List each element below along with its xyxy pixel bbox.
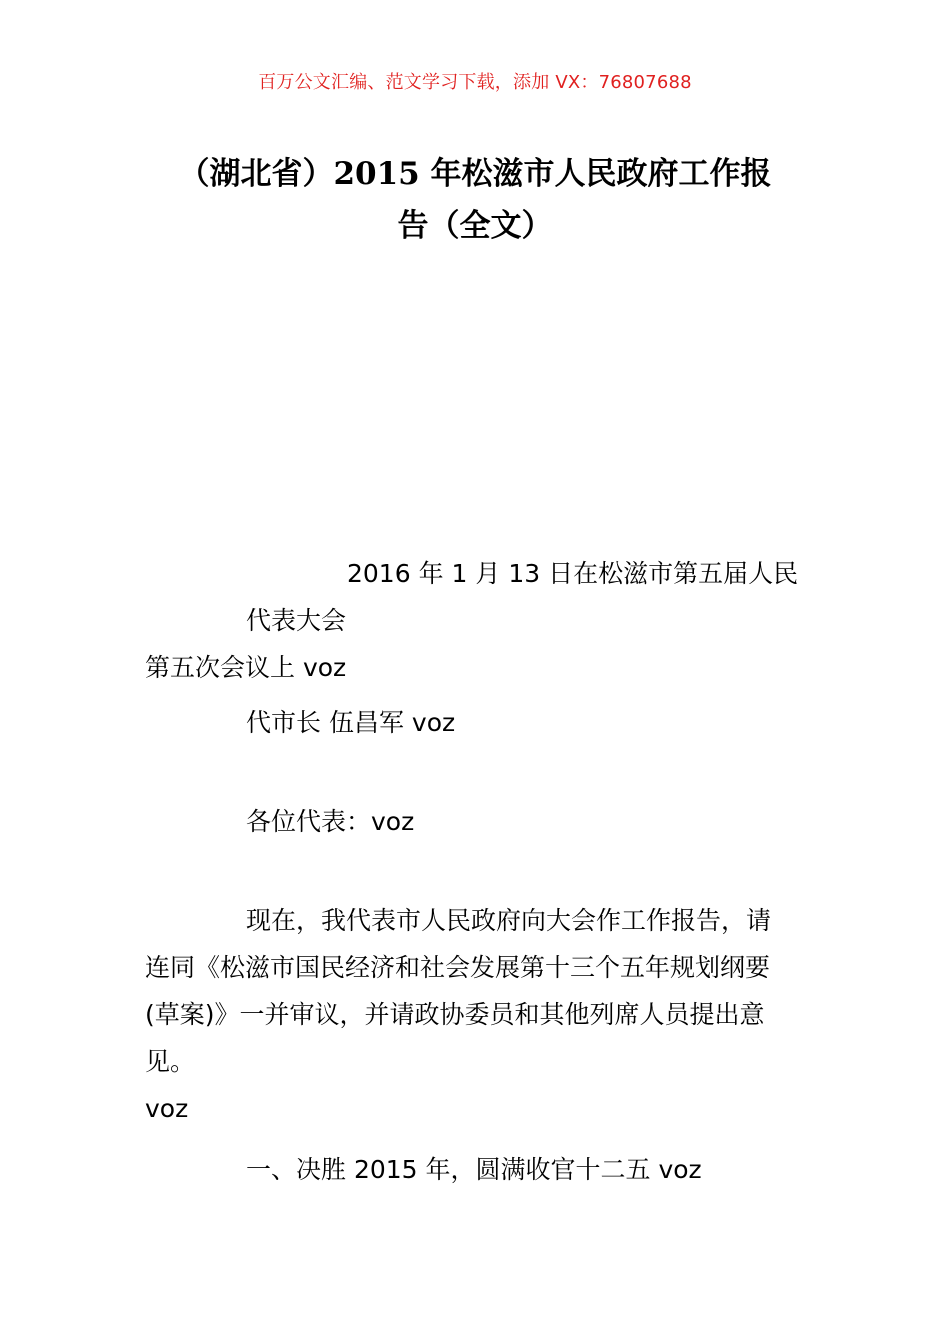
salutation-paragraph — [145, 798, 810, 845]
header-watermark-note: 百万公文汇编、范文学习下载，添加 VX：76807688 — [258, 72, 692, 93]
intro-paragraph — [145, 897, 810, 1132]
intro-line-4: voz — [145, 1094, 189, 1123]
section-heading-1: 一、决胜 2015 年，圆满收官十二五 voz — [246, 1155, 702, 1184]
document-title — [120, 148, 830, 252]
title-line-2: 告（全文） — [397, 208, 553, 244]
speaker-paragraph — [145, 699, 810, 746]
meeting-paragraph — [145, 550, 810, 691]
intro-line-2: 连同《松滋市国民经济和社会发展第十三个五年规划纲要 — [145, 953, 771, 982]
section-heading-paragraph — [145, 1146, 810, 1193]
intro-line-1: 现在，我代表市人民政府向大会作工作报告，请 — [246, 906, 772, 935]
speaker-line: 代市长 伍昌军 voz — [246, 708, 456, 737]
salutation-line: 各位代表：voz — [246, 807, 415, 836]
intro-line-3: (草案)》一并审议，并请政协委员和其他列席人员提出意见。 — [145, 1000, 765, 1076]
meeting-line-2: 第五次会议上 voz — [145, 653, 347, 682]
title-line-1: （湖北省）2015 年松滋市人民政府工作报 — [178, 156, 772, 192]
meeting-line-1: 2016 年 1 月 13 日在松滋市第五届人民代表大会 — [246, 559, 799, 635]
